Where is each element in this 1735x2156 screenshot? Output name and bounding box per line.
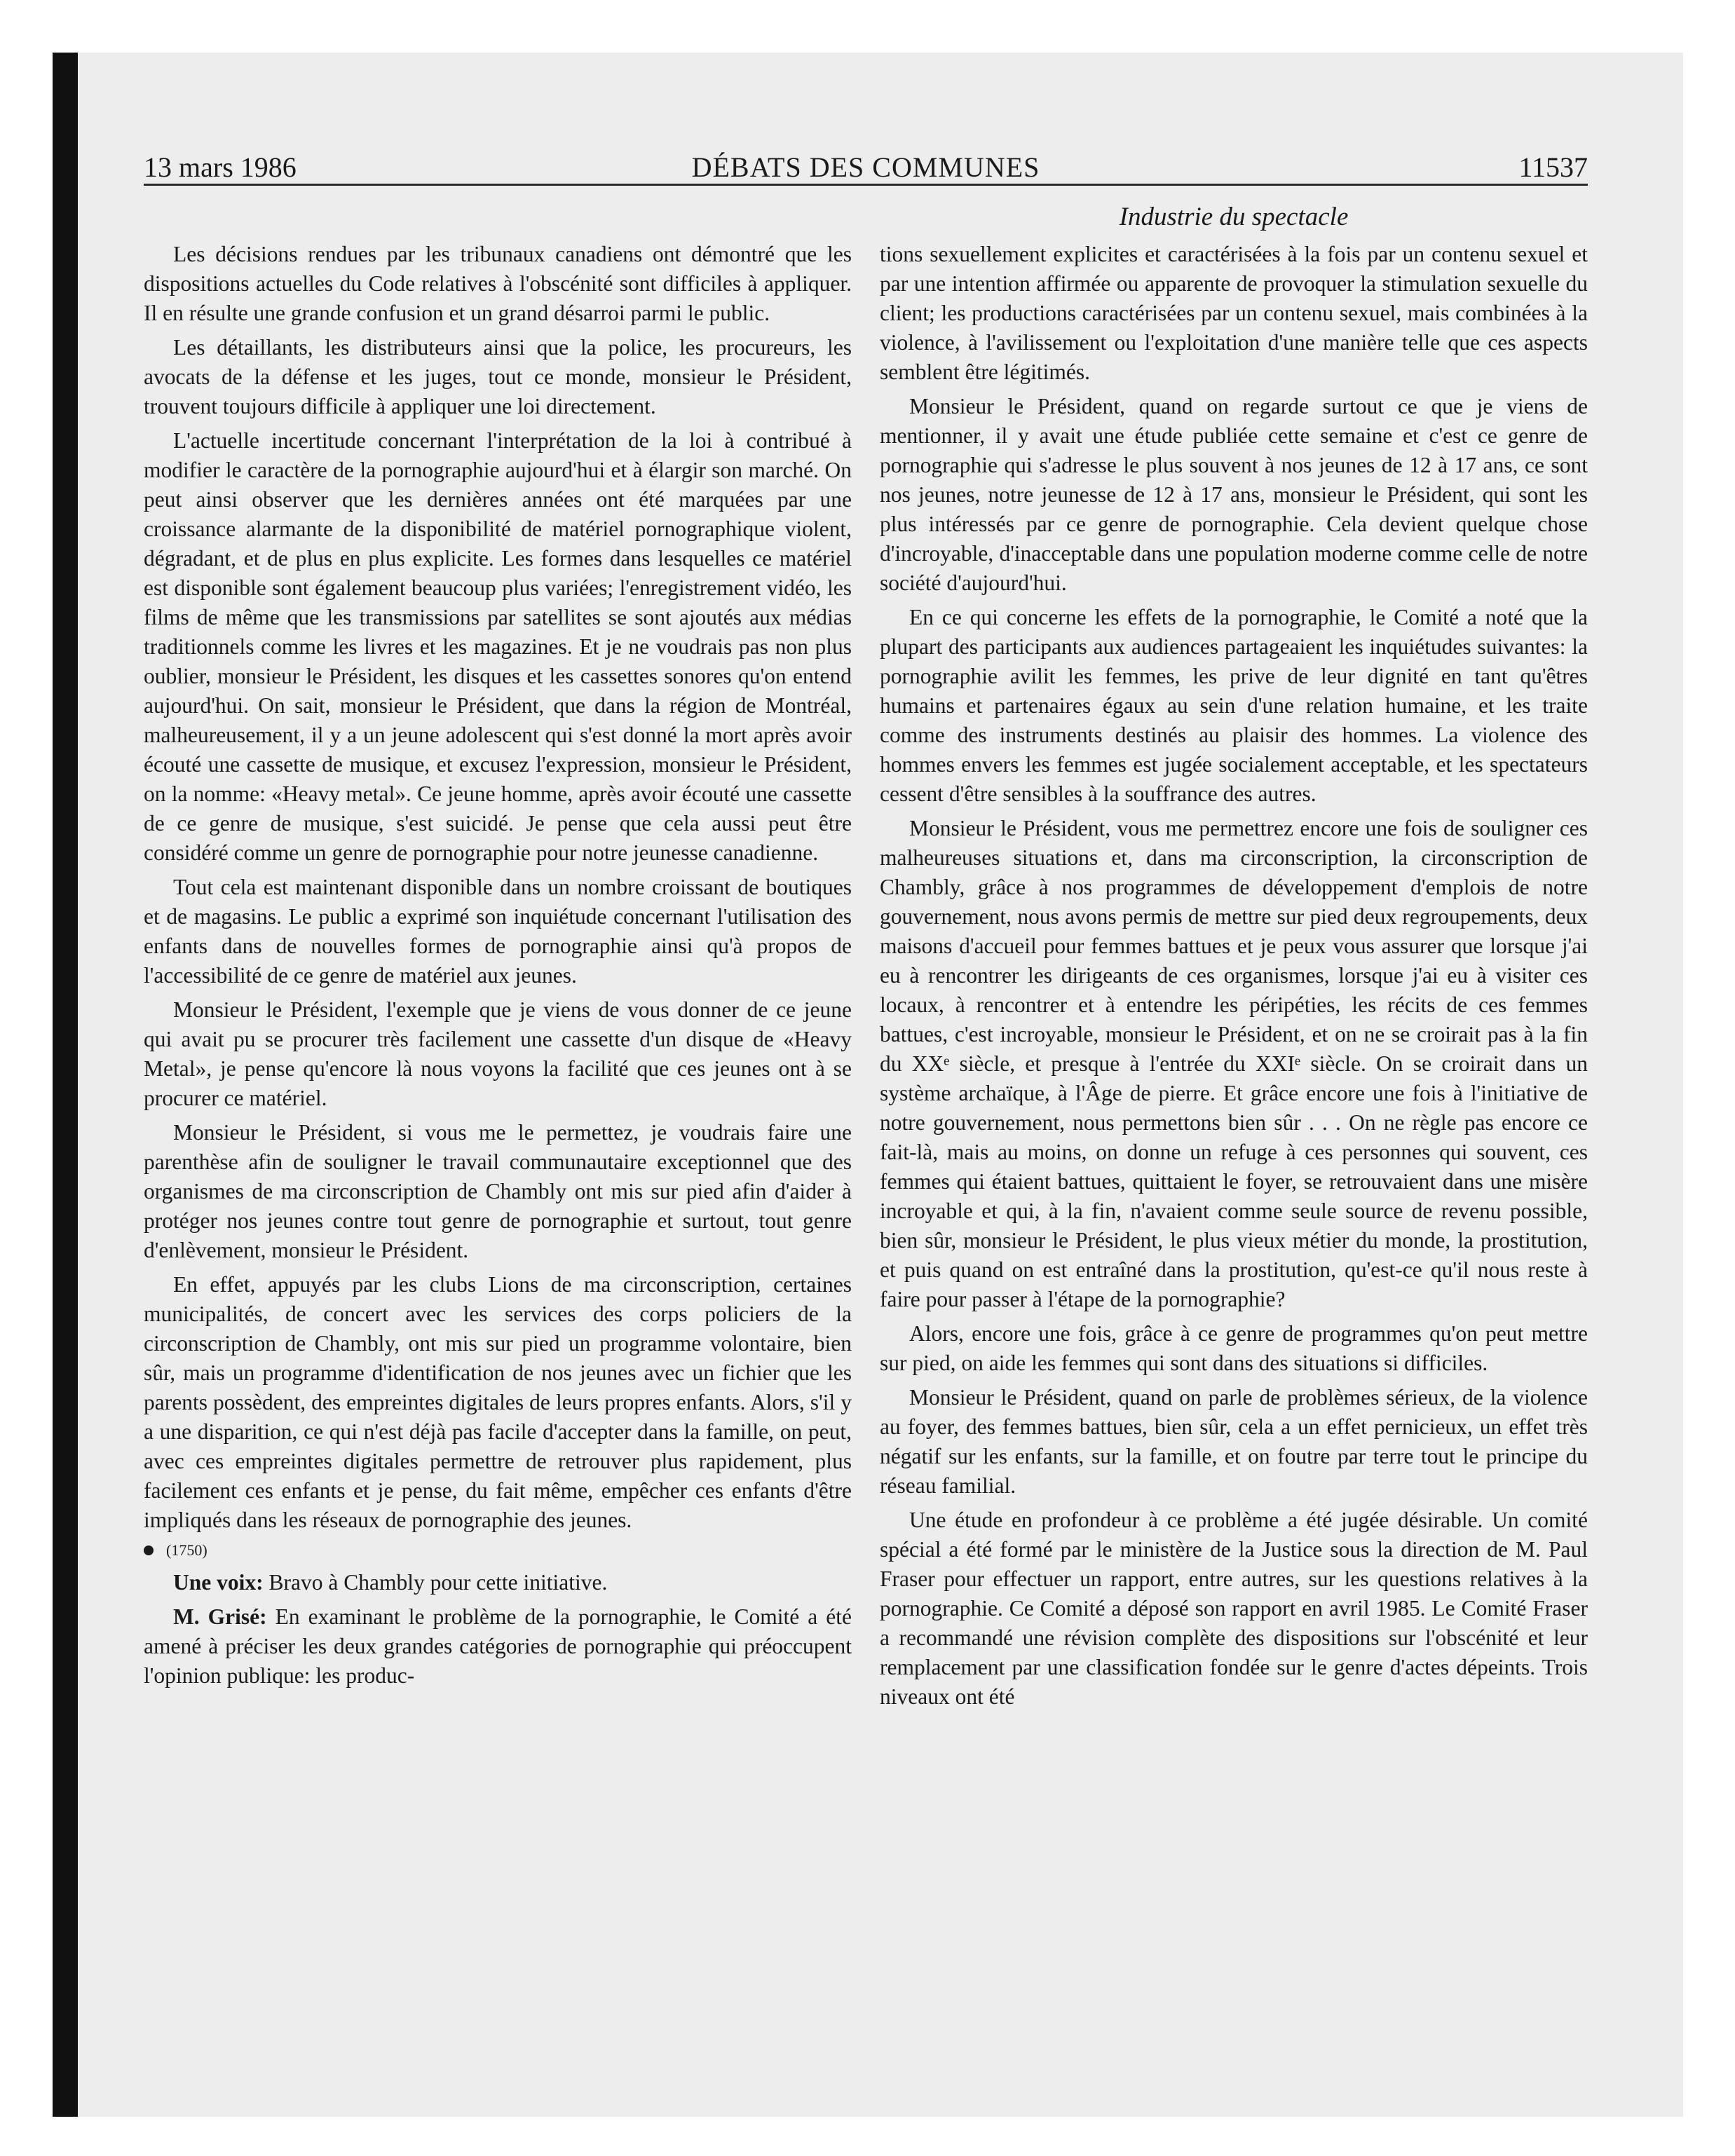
time-marker — [144, 1540, 852, 1561]
intervention-text: En examinant le problème de la pornographie, le Comité a été amené à préciser les deux grandes catégories de pornographie qui préoccupent l'opinion publique: les produc- — [144, 1604, 852, 1688]
paragraph: L'actuelle incertitude concernant l'interprétation de la loi à contribué à modifier le caractère de la pornographie aujourd'hui et à élargir son marché. On peut ainsi observer que les dernières années ont été marquées par une croissance alarmante de la disponibilité de matériel pornographique violent, dégradant, et de plus en plus explicite. Les formes dans lesquelles ce matériel est disponible sont également beaucoup plus variées; l'enregistrement vidéo, les films de même que les transmissions par satellites se sont ajoutés aux médias traditionnels comme les livres et les magazines. Et je ne voudrais pas non plus oublier, monsieur le Président, les disques et les cassettes sonores qu'on entend aujourd'hui. On sait, monsieur le Président, que dans la région de Montréal, malheureusement, il y a un jeune adolescent qui s'est donné la mort après avoir écouté une cassette de musique, et excusez l'expression, monsieur le Président, on la nomme: «Heavy metal». Ce jeune homme, après avoir écouté une cassette de ce genre de musique, s'est suicidé. Je pense que cela aussi peut être considéré comme un genre de pornographie pour notre jeunesse canadienne. — [144, 428, 852, 865]
scan-edge-bar — [53, 53, 78, 2117]
header-rule — [144, 184, 1588, 186]
running-header — [144, 151, 1588, 186]
paragraph: Les détaillants, les distributeurs ainsi que la police, les procureurs, les avocats de la défense et les juges, tout ce monde, monsieur le Président, trouvent toujours difficile à appliquer une loi directement. — [144, 335, 852, 418]
paragraph: Monsieur le Président, quand on regarde surtout ce que je viens de mentionner, il y avait une étude publiée cette semaine et c'est ce genre de pornographie qui s'adresse le plus souvent à nos jeunes de 12 à 17 ans, ce sont nos jeunes, notre jeunesse de 12 à 17 ans, monsieur le Président, qui sont les plus intéressés par ce genre de pornographie. Cela devient quelque chose d'incroyable, d'inacceptable dans une population moderne comme celle de notre société d'aujourd'hui. — [880, 394, 1588, 595]
time-marker-label: (1750) — [166, 1541, 207, 1559]
paragraph: En ce qui concerne les effets de la pornographie, le Comité a noté que la plupart des participants aux audiences partageaient les inquiétudes suivantes: la pornographie avilit les femmes, les prive de leur dignité en tant qu'êtres humains et partenaires égaux au sein d'une relation humaine, et les traite comme des instruments destinés au plaisir des hommes. La violence des hommes envers les femmes est jugée socialement acceptable, et les spectateurs cessent d'être sensibles à la souffrance des autres. — [880, 605, 1588, 806]
header-page-number: 11537 — [1518, 151, 1588, 183]
intervention — [144, 1602, 852, 1691]
right-column — [880, 240, 1588, 1717]
intervention — [144, 1568, 852, 1597]
paragraph: Monsieur le Président, si vous me le permettez, je voudrais faire une parenthèse afin de souligner le travail communautaire exceptionnel que des organismes de ma circonscription de Chambly ont mis sur pied afin d'aider à protéger nos jeunes contre tout genre de pornographie et surtout, tout genre d'enlèvement, monsieur le Président. — [144, 1120, 852, 1262]
paragraph: Les décisions rendues par les tribunaux canadiens ont démontré que les dispositions actuelles du Code relatives à l'obscénité sont difficiles à appliquer. Il en résulte une grande confusion et un grand désarroi parmi le public. — [144, 242, 852, 325]
header-date: 13 mars 1986 — [144, 151, 297, 183]
paragraph: Alors, encore une fois, grâce à ce genre de programmes qu'on peut mettre sur pied, on aide les femmes qui sont dans des situations si difficiles. — [880, 1321, 1588, 1375]
paragraph: Monsieur le Président, vous me permettrez encore une fois de souligner ces malheureuses situations et, dans ma circonscription, la circonscription de Chambly, grâce à nos programmes de développement d'emplois de notre gouvernement, nous avons permis de mettre sur pied deux regroupements, deux maisons d'accueil pour femmes battues et je peux vous assurer que lorsque j'ai eu à rencontrer les dirigeants de ces organismes, lorsque j'ai eu à visiter ces locaux, à rencontrer et à entendre les péripéties, les récits de ces femmes battues, c'est incroyable, monsieur le Président, et on ne se croirait pas à la fin du XXᵉ siècle, et presque à l'entrée du XXIᵉ siècle. On se croirait dans un système archaïque, à l'Âge de pierre. Et grâce encore une fois à l'initiative de notre gouvernement, nous permettons bien sûr . . . On ne règle pas encore ce fait-là, mais au moins, on donne un refuge à ces personnes qui souvent, ces femmes qui étaient battues, quittaient le foyer, se retrouvaient dans une misère incroyable et qui, à la fin, n'avaient comme seule source de revenu possible, bien sûr, monsieur le Président, le plus vieux métier du monde, la prostitution, et puis quand on est entraîné dans la prostitution, qu'est-ce qu'il nous reste à faire pour passer à l'étape de la pornographie? — [880, 816, 1588, 1311]
speaker-name: M. Grisé: — [173, 1604, 267, 1629]
section-title: Industrie du spectacle — [1119, 203, 1349, 231]
paragraph: Monsieur le Président, quand on parle de problèmes sérieux, de la violence au foyer, des femmes battues, bien sûr, cela a un effet pernicieux, un effet très négatif sur les enfants, sur la famille, et on foutre par terre tout le principe du réseau familial. — [880, 1385, 1588, 1498]
left-column — [144, 240, 852, 1696]
paragraph: En effet, appuyés par les clubs Lions de ma circonscription, certaines municipalités, de concert avec les services des corps policiers de la circonscription de Chambly, ont mis sur pied un programme volontaire, bien sûr, mais un programme d'identification de nos jeunes avec un fichier que les parents possèdent, des empreintes digitales de leurs propres enfants. Alors, s'il y a une disparition, ce qui n'est déjà pas facile d'accepter dans la famille, on peut, avec ces empreintes digitales permettre de retrouver plus rapidement, plus facilement ces enfants et je pense, du fait même, empêcher ces enfants d'être impliqués dans les réseaux de pornographie des jeunes. — [144, 1272, 852, 1532]
paragraph: Une étude en profondeur à ce problème a été jugée désirable. Un comité spécial a été formé par le ministère de la Justice sous la direction de M. Paul Fraser pour effectuer un rapport, entre autres, sur les questions relatives à la pornographie. Ce Comité a déposé son rapport en avril 1985. Le Comité Fraser a recommandé une révision complète des dispositions sur l'obscénité et leur remplacement par une classification fondée sur le genre d'actes dépeints. Trois niveaux ont été — [880, 1508, 1588, 1709]
intervention-text: Bravo à Chambly pour cette initiative. — [263, 1570, 608, 1595]
paragraph-continuation: tions sexuellement explicites et caractérisées à la fois par un contenu sexuel et par une intention affirmée ou apparente de provoquer la stimulation sexuelle du client; les productions caractérisées par un contenu sexuel, mais combinées à la violence, à l'avilissement ou l'exploitation d'une manière telle que ces aspects semblent être légitimés. — [880, 242, 1588, 384]
bullet-icon — [144, 1546, 154, 1555]
speaker-name: Une voix: — [173, 1570, 264, 1595]
paragraph: Tout cela est maintenant disponible dans un nombre croissant de boutiques et de magasins. Le public a exprimé son inquiétude concernant l'utilisation des enfants dans de nouvelles formes de pornographie ainsi qu'à propos de l'accessibilité de ce genre de matériel aux jeunes. — [144, 875, 852, 988]
paragraph: Monsieur le Président, l'exemple que je viens de vous donner de ce jeune qui avait pu se procurer très facilement une cassette d'un disque de «Heavy Metal», je pense qu'encore là nous voyons la facilité que ces jeunes ont à se procurer ce matériel. — [144, 997, 852, 1110]
header-journal-title: DÉBATS DES COMMUNES — [691, 151, 1040, 183]
